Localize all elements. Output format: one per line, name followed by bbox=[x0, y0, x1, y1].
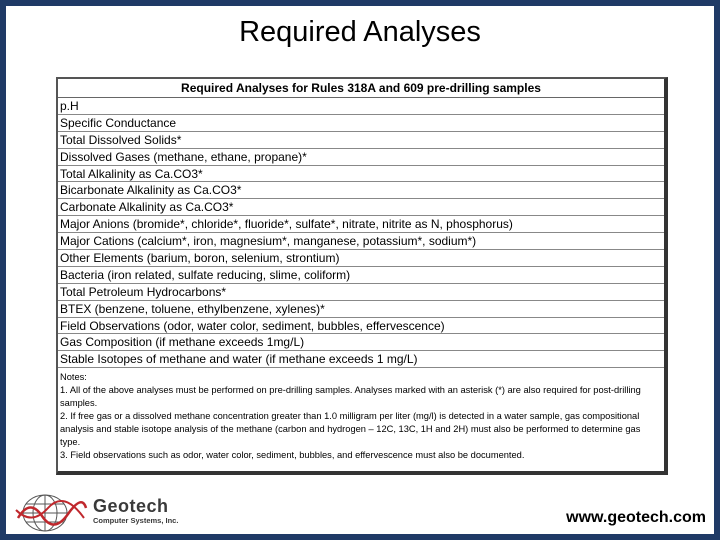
table-row: Dissolved Gases (methane, ethane, propane)* bbox=[58, 149, 664, 166]
table-row: Stable Isotopes of methane and water (if methane exceeds 1 mg/L) bbox=[58, 351, 664, 368]
slide-title: Required Analyses bbox=[239, 16, 481, 48]
note-3: 3. Field observations such as odor, water color, sediment, bubbles, and effervescence must also be documented. bbox=[60, 450, 525, 461]
table-header: Required Analyses for Rules 318A and 609 pre-drilling samples bbox=[58, 79, 664, 98]
table-row: Gas Composition (if methane exceeds 1mg/L) bbox=[58, 334, 664, 351]
table-row: Total Petroleum Hydrocarbons* bbox=[58, 284, 664, 301]
table-rows bbox=[58, 98, 664, 368]
globe-logo-icon bbox=[12, 492, 90, 534]
table-row: Field Observations (odor, water color, sediment, bubbles, effervescence) bbox=[58, 318, 664, 335]
table-row: Major Cations (calcium*, iron, magnesium*, manganese, potassium*, sodium*) bbox=[58, 233, 664, 250]
table-row: Bacteria (iron related, sulfate reducing, slime, coliform) bbox=[58, 267, 664, 284]
table-row: Major Anions (bromide*, chloride*, fluoride*, sulfate*, nitrate, nitrite as N, phosphorus) bbox=[58, 216, 664, 233]
logo-subtitle: Computer Systems, Inc. bbox=[93, 516, 179, 525]
table-row: Specific Conductance bbox=[58, 115, 664, 132]
table-row: Carbonate Alkalinity as Ca.CO3* bbox=[58, 199, 664, 216]
table-row: p.H bbox=[58, 98, 664, 115]
table-row: BTEX (benzene, toluene, ethylbenzene, xylenes)* bbox=[58, 301, 664, 318]
logo-name: Geotech bbox=[93, 496, 169, 516]
geotech-logo bbox=[12, 492, 242, 534]
note-2: 2. If free gas or a dissolved methane concentration greater than 1.0 milligram per liter (mg/l) is detected in a water sample, gas compositional analysis and stable isotope analysis of the methane (carbon and hydrogen – 12C, 13C, 1H and 2H) must also be performed to determine gas type. bbox=[60, 411, 641, 448]
website-link[interactable]: www.geotech.com bbox=[566, 509, 706, 526]
notes-heading: Notes: bbox=[60, 372, 87, 383]
table-row: Other Elements (barium, boron, selenium, strontium) bbox=[58, 250, 664, 267]
table-row: Bicarbonate Alkalinity as Ca.CO3* bbox=[58, 182, 664, 199]
note-1: 1. All of the above analyses must be performed on pre-drilling samples. Analyses marked with an asterisk (*) are also required for post-drilling samples. bbox=[60, 385, 641, 409]
analyses-table bbox=[56, 77, 668, 475]
table-row: Total Alkalinity as Ca.CO3* bbox=[58, 166, 664, 183]
table-notes bbox=[58, 368, 664, 471]
table-row: Total Dissolved Solids* bbox=[58, 132, 664, 149]
